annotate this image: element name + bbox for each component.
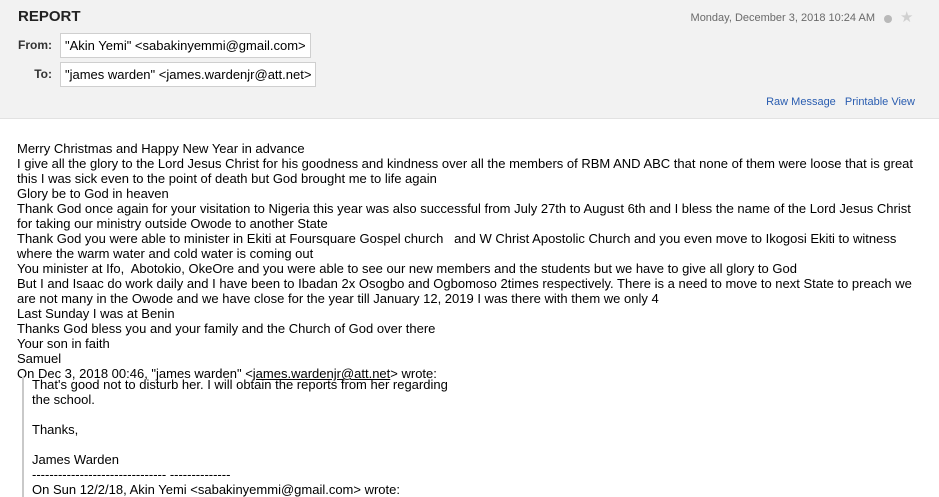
printable-view-link[interactable]: Printable View — [844, 96, 915, 108]
body-line: You minister at Ifo, Abotokio, OkeOre and you were able to see our new members and the students but we have to give all glory to God — [17, 261, 797, 276]
body-line: Your son in faith — [17, 336, 110, 351]
body-line: are not many in the Owode and we have close for the year till January 12, 2019 I was there with them we only 4 — [17, 291, 659, 306]
quote-email-link[interactable]: james.wardenjr@att.net — [252, 366, 391, 381]
message-date: Monday, December 3, 2018 10:24 AM — [690, 12, 875, 24]
quote-line: ------------------------------- -------------- — [32, 467, 231, 482]
body-line: Samuel — [17, 351, 62, 366]
quote-line: Thanks, — [32, 422, 79, 437]
quote-line — [32, 407, 632, 422]
body-line: Last Sunday I was at Benin — [17, 306, 175, 321]
quote-line: James Warden — [32, 452, 119, 467]
body-line: Merry Christmas and Happy New Year in advance — [17, 141, 305, 156]
read-status-icon[interactable] — [884, 15, 892, 23]
star-icon[interactable]: ★ — [900, 9, 914, 26]
message-subject: REPORT — [18, 8, 81, 25]
quote-line — [32, 437, 632, 452]
quote-intro-suffix: > wrote: — [390, 366, 437, 381]
message-header — [0, 0, 939, 119]
body-line: I give all the glory to the Lord Jesus Christ for his goodness and kindness over all the members of RBM AND ABC that none of them were loose that is great — [17, 156, 914, 171]
raw-message-link[interactable]: Raw Message — [766, 96, 836, 108]
body-line: But I and Isaac do work daily and I have been to Ibadan 2x Osogbo and Ogbomoso 2times respectively. There is a need to move to next State to preach we — [17, 276, 912, 291]
to-address[interactable]: "james warden" <james.wardenjr@att.net> — [60, 62, 316, 87]
body-line: Thank God you were able to minister in Ekiti at Foursquare Gospel church and W Christ Apostolic Church and you even move to Ikogosi Ekiti to witness — [17, 231, 897, 246]
body-line: Thank God once again for your visitation to Nigeria this year was also successful from July 27th to August 6th and I bless the name of the Lord Jesus Christ — [17, 201, 911, 216]
message-body — [17, 141, 927, 381]
quote-intro-prefix: On Dec 3, 2018 00:46, "james warden" < — [17, 366, 253, 381]
body-line: Thanks God bless you and your family and the Church of God over there — [17, 321, 436, 336]
body-line: this I was sick even to the point of death but God brought me to life again — [17, 171, 437, 186]
quote-line: On Sun 12/2/18, Akin Yemi <sabakinyemmi@gmail.com> wrote: — [32, 482, 400, 497]
quote-line: the school. — [32, 392, 95, 407]
body-line: Glory be to God in heaven — [17, 186, 169, 201]
from-label: From: — [18, 38, 52, 52]
to-label: To: — [34, 67, 52, 81]
message-links — [760, 96, 915, 108]
body-line: for taking our ministry outside Owode to another State — [17, 216, 328, 231]
body-line: where the warm water and cold water is coming out — [17, 246, 314, 261]
quoted-message — [22, 377, 632, 497]
quote-line: That's good not to disturb her. I will obtain the reports from her regarding — [32, 377, 448, 392]
from-address[interactable]: "Akin Yemi" <sabakinyemmi@gmail.com> — [60, 33, 311, 58]
